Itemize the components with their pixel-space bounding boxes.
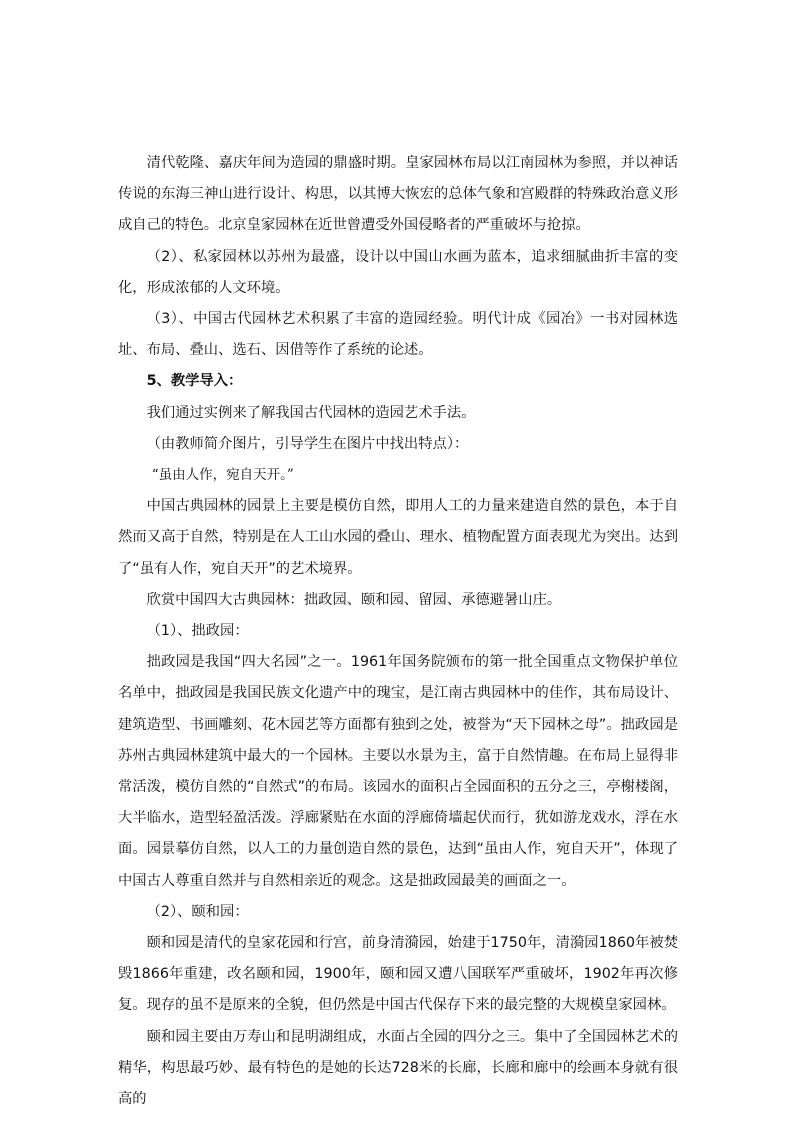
- paragraph-intro: 我们通过实例来了解我国古代园林的造园艺术手法。: [146, 404, 476, 421]
- paragraph-imitate-nature: 中国古典园林的园景上主要是模仿自然，即用人工的力量来建造自然的景色，本于自然而又高于自然，特别是在人工山水园的叠山、理水、植物配置方面表现尤为突出。达到了“虽有人作，宛自天开”的艺术境界。: [118, 498, 678, 577]
- quote-line: “虽由人作，宛自天开。”: [151, 467, 294, 484]
- paragraph-yihe-history: 颐和园是清代的皇家花园和行宫，前身清漪园，始建于1750年，清漪园1860年被焚毁1866年重建，改名颐和园，1900年，颐和园又遭八国联军严重破坏，1902年再次修复。现存的虽不是原来的全貌，但仍然是中国古代保存下来的最完整的大规模皇家园林。: [118, 935, 678, 1014]
- paragraph-four-gardens: 欣赏中国四大古典园林：拙政园、颐和园、留园、承德避暑山庄。: [146, 591, 562, 608]
- paragraph-qing-imperial-gardens: 清代乾隆、嘉庆年间为造园的鼎盛时期。皇家园林布局以江南园林为参照，并以神话传说的东海三神山进行设计、构思，以其博大恢宏的总体气象和宫殿群的特殊政治意义形成自己的特色。北京皇家园林在近世曾遭受外国侵略者的严重破坏与抢掠。: [118, 155, 678, 234]
- section-heading-teaching-intro: 5、教学导入：: [146, 373, 243, 390]
- paragraph-private-gardens: （2）、私家园林以苏州为最盛，设计以中国山水画为蓝本，追求细腻曲折丰富的变化，形成浓郁的人文环境。: [118, 248, 678, 296]
- paragraph-teacher-note: （由教师简介图片，引导学生在图片中找出特点）：: [146, 435, 469, 452]
- paragraph-yihe-layout: 颐和园主要由万寿山和昆明湖组成，水面占全园的四分之三。集中了全国园林艺术的精华，构思最巧妙、最有特色的是她的长达728米的长廊，长廊和廊中的绘画本身就有很高的: [118, 1028, 678, 1108]
- document-page: [118, 148, 678, 1115]
- subheading-yihe: （2）、颐和园：: [146, 903, 249, 920]
- subheading-zhuozheng: （1）、拙政园：: [146, 623, 249, 640]
- paragraph-zhuozheng: 拙政园是我国“四大名园”之一。1961年国务院颁布的第一批全国重点文物保护单位名单中，拙政园是我国民族文化遗产中的瑰宝，是江南古典园林中的佳作，其布局设计、建筑造型、书画雕刻、花木园艺等方面都有独到之处，被誉为“天下园林之母”。拙政园是苏州古典园林建筑中最大的一个园林。主要以水景为主，富于自然情趣。在布局上显得非常活泼，模仿自然的“自然式”的布局。该园水的面积占全园面积的五分之三，亭榭楼阁，大半临水，造型轻盈活泼。浮廊紧贴在水面的浮廊倚墙起伏而行，犹如游龙戏水，浮在水面。园景摹仿自然，以人工的力量创造自然的景色，达到“虽由人作，宛自天开”，体现了中国古人尊重自然并与自然相亲近的观念。这是拙政园最美的画面之一。: [118, 654, 678, 889]
- paragraph-yuanye: （3）、中国古代园林艺术积累了丰富的造园经验。明代计成《园冶》一书对园林选址、布局、叠山、选石、因借等作了系统的论述。: [118, 311, 678, 359]
